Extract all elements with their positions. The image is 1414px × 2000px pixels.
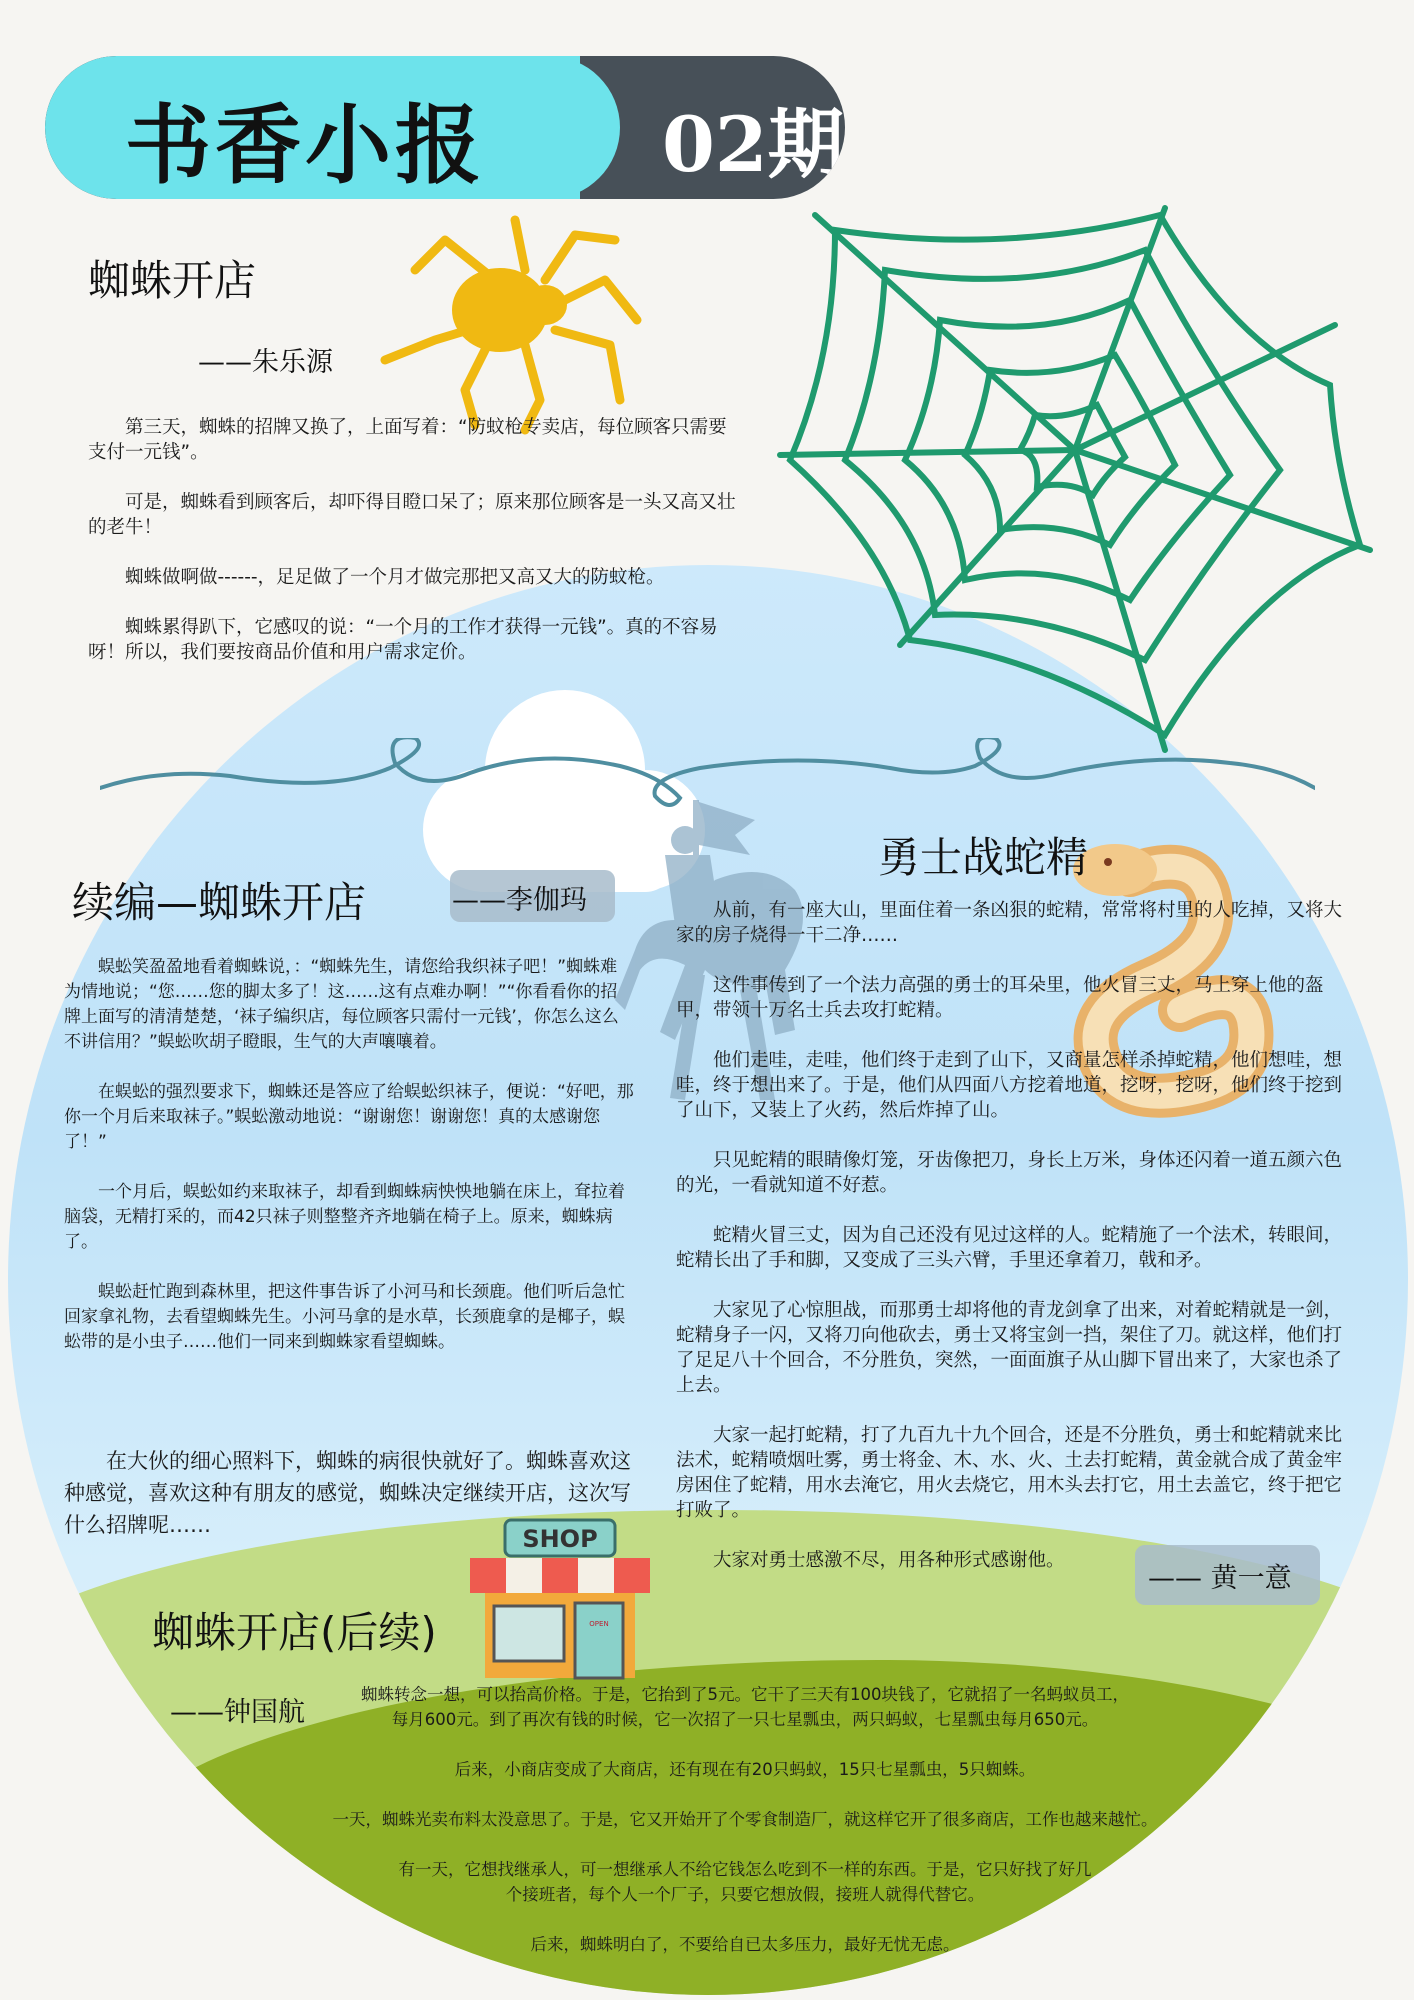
article3-body [676,898,1356,1598]
article2-author: ——李伽玛 [452,885,587,916]
article2-body [64,955,634,1380]
article3-paragraph: 这件事传到了一个法力高强的勇士的耳朵里，他火冒三丈，马上穿上他的盔甲，带领十万名士兵去攻打蛇精。 [676,975,1324,1021]
article2-title: 续编—蜘蛛开店 [72,878,367,927]
article4-line: 后来，小商店变成了大商店，还有现在有20只蚂蚁，15只七星瓢虫，5只蜘蛛。 [454,1760,1036,1779]
article2-closing: 在大伙的细心照料下，蜘蛛的病很快就好了。蜘蛛喜欢这种感觉，喜欢这种有朋友的感觉，蜘蛛决定继续开店，这次写什么招牌呢…… [64,1449,631,1537]
article3-paragraph: 大家见了心惊胆战，而那勇士却将他的青龙剑拿了出来，对着蛇精就是一剑，蛇精身子一闪，又将刀向他砍去，勇士又将宝剑一挡，架住了刀。就这样，他们打了足足八十个回合，不分胜负，突然，一面面旗子从山脚下冒出来了，大家也杀了上去。 [676,1300,1343,1396]
article4-line: 有一天，它想找继承人，可一想继承人不给它钱怎么吃到不一样的东西。于是，它只好找了好几 [398,1860,1092,1879]
article3-paragraph: 从前，有一座大山，里面住着一条凶狠的蛇精，常常将村里的人吃掉，又将大家的房子烧得一干二净…… [676,900,1343,946]
wavy-divider [100,738,1315,808]
article3-author: —— 黄一意 [1148,1563,1292,1594]
article3-paragraph: 大家对勇士感激不尽，用各种形式感谢他。 [713,1550,1065,1571]
article4-line: 个接班者，每个人一个厂子，只要它想放假，接班人就得代替它。 [505,1885,985,1904]
article1-title: 蜘蛛开店 [88,256,257,305]
article4-title: 蜘蛛开店(后续) [152,1608,437,1657]
shop-icon [470,1518,650,1683]
article1-paragraph: 可是，蜘蛛看到顾客后，却吓得目瞪口呆了；原来那位顾客是一头又高又壮的老牛！ [88,492,736,538]
issue-number: 02期 [662,100,844,189]
spider-icon [375,210,655,440]
article4-author: ——钟国航 [170,1697,305,1728]
article1-body [88,415,743,690]
article1-paragraph: 蜘蛛累得趴下，它感叹的说：“一个月的工作才获得一元钱”。真的不容易呀！所以，我们要按商品价值和用户需求定价。 [88,617,718,663]
article4-line: 后来，蜘蛛明白了，不要给自已太多压力，最好无忧无虑。 [530,1935,960,1954]
article4-body [230,1682,1260,1957]
article1-paragraph: 蜘蛛做啊做------，足足做了一个月才做完那把又高又大的防蚊枪。 [125,567,665,588]
article2-paragraph: 蜈蚣笑盈盈地看着蜘蛛说，：“蜘蛛先生，请您给我织袜子吧！”蜘蛛难为情地说；“您……您的脚太多了！这……这有点难办啊！”“你看看你的招牌上面写的清清楚楚，‘袜子编织店，每位顾客只需付一元钱’，你怎么这么不讲信用？”蜈蚣吹胡子瞪眼，生气的大声嚷嚷着。 [64,957,619,1052]
article3-paragraph: 大家一起打蛇精，打了九百九十九个回合，还是不分胜负，勇士和蛇精就来比法术，蛇精喷烟吐雾，勇士将金、木、水、火、土去打蛇精，黄金就合成了黄金牢房困住了蛇精，用水去淹它，用火去烧它，用木头去打它，用土去盖它，终于把它打败了。 [676,1425,1343,1521]
article2-paragraph: 在蜈蚣的强烈要求下，蜘蛛还是答应了给蜈蚣织袜子，便说：“好吧，那你一个月后来取袜子。”蜈蚣激动地说：“谢谢您！谢谢您！真的太感谢您了！” [64,1082,634,1152]
shop-sign-text: SHOP [522,1525,598,1553]
article2-paragraph: 一个月后，蜈蚣如约来取袜子，却看到蜘蛛病怏怏地躺在床上，耷拉着脑袋，无精打采的，而42只袜子则整整齐齐地躺在椅子上。原来，蜘蛛病了。 [64,1182,625,1252]
article1-paragraph: 第三天，蜘蛛的招牌又换了，上面写着：“防蚊枪专卖店，每位顾客只需要支付一元钱”。 [88,417,727,463]
newspaper-title: 书香小报 [125,96,485,196]
spider-web-illustration [775,205,1375,765]
masthead [45,56,845,199]
article4-line: 蜘蛛转念一想，可以抬高价格。于是，它抬到了5元。它干了三天有100块钱了，它就招了一名蚂蚁员工， [361,1685,1129,1704]
article4-line: 一天，蜘蛛光卖布料太没意思了。于是，它又开始开了个零食制造厂，就这样它开了很多商店，工作也越来越忙。 [332,1810,1158,1829]
article4-line: 每月600元。到了再次有钱的时候，它一次招了一只七星瓢虫，两只蚂蚁，七星瓢虫每月650元。 [391,1710,1099,1729]
article3-paragraph: 只见蛇精的眼睛像灯笼，牙齿像把刀，身长上万米，身体还闪着一道五颜六色的光，一看就知道不好惹。 [676,1150,1343,1196]
article2-paragraph: 蜈蚣赶忙跑到森林里，把这件事告诉了小河马和长颈鹿。他们听后急忙回家拿礼物，去看望蜘蛛先生。小河马拿的是水草，长颈鹿拿的是椰子，蜈蚣带的是小虫子……他们一同来到蜘蛛家看望蜘蛛。 [64,1282,625,1352]
article1-author: ——朱乐源 [198,347,333,378]
article3-paragraph: 蛇精火冒三丈，因为自己还没有见过这样的人。蛇精施了一个法术，转眼间，蛇精长出了手和脚，又变成了三头六臂，手里还拿着刀，戟和矛。 [676,1225,1343,1271]
shop-door-sign: OPEN [589,1620,609,1628]
article3-title: 勇士战蛇精 [878,833,1089,882]
article3-paragraph: 他们走哇，走哇，他们终于走到了山下，又商量怎样杀掉蛇精，他们想哇，想哇，终于想出来了。于是，他们从四面八方挖着地道，挖呀，挖呀，他们终于挖到了山下，又装上了火药，然后炸掉了山。 [676,1050,1343,1121]
